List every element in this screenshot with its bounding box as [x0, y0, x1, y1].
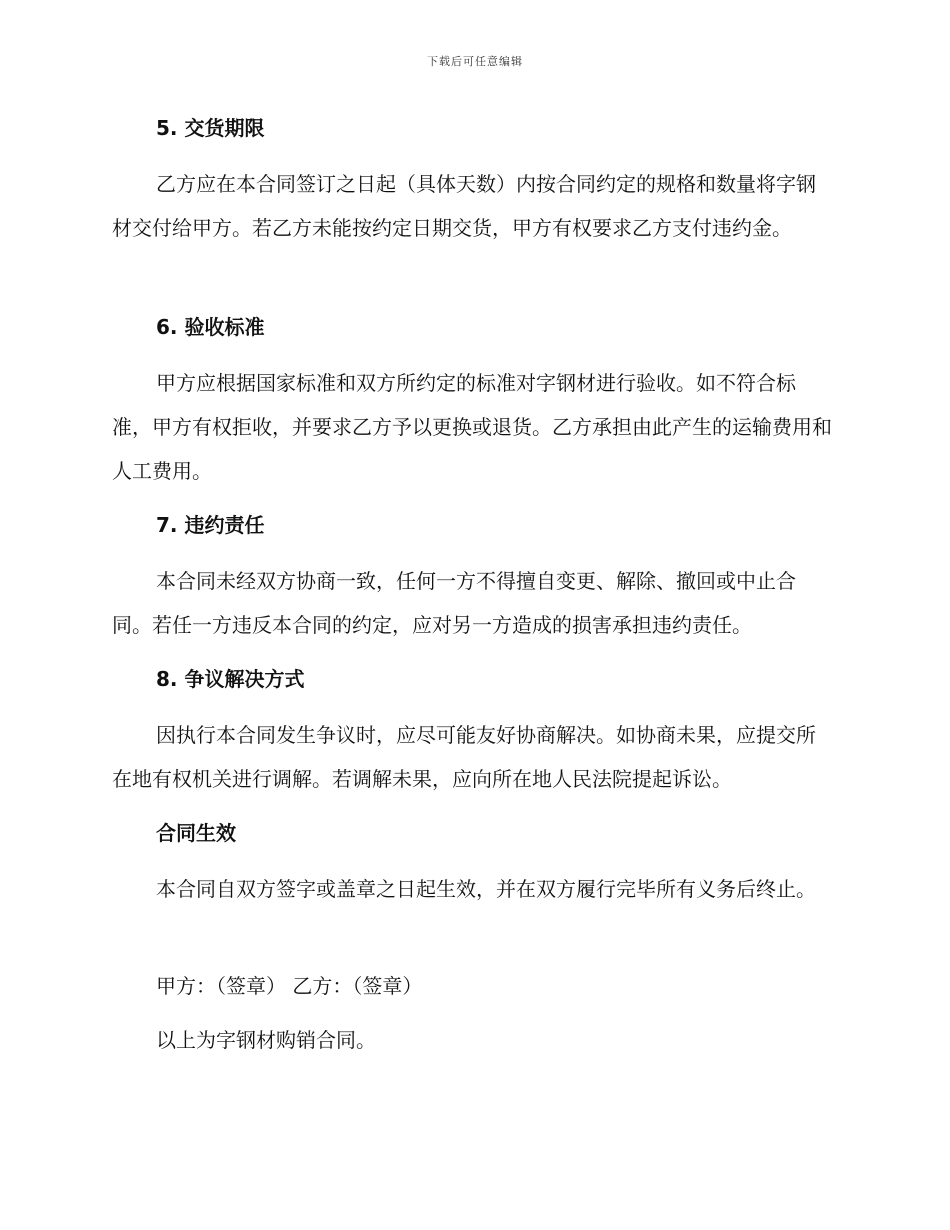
section-body-liability: 本合同未经双方协商一致，任何一方不得擅自变更、解除、撤回或中止合同。若任一方违反本合同的约定，应对另一方造成的损害承担违约责任。 [112, 569, 796, 637]
closing-line: 以上为字钢材购销合同。 [156, 1028, 376, 1052]
section-heading-liability: 7. 违约责任 [156, 513, 265, 537]
section-heading-dispute: 8. 争议解决方式 [156, 667, 305, 691]
section-body-delivery: 乙方应在本合同签订之日起（具体天数）内按合同约定的规格和数量将字钢材交付给甲方。若乙方未能按约定日期交货，甲方有权要求乙方支付违约金。 [112, 172, 816, 240]
section-body-acceptance: 甲方应根据国家标准和双方所约定的标准对字钢材进行验收。如不符合标准，甲方有权拒收，并要求乙方予以更换或退货。乙方承担由此产生的运输费用和人工费用。 [112, 371, 832, 483]
section-heading-effect: 合同生效 [156, 821, 236, 845]
page-header: 下载后可任意编辑 [427, 55, 523, 68]
section-body-dispute: 因执行本合同发生争议时，应尽可能友好协商解决。如协商未果，应提交所在地有权机关进行调解。若调解未果，应向所在地人民法院提起诉讼。 [112, 723, 816, 791]
section-body-effect: 本合同自双方签字或盖章之日起生效，并在双方履行完毕所有义务后终止。 [156, 877, 816, 901]
signature-line: 甲方：（签章） 乙方：（签章） [156, 974, 423, 998]
section-heading-delivery: 5. 交货期限 [156, 116, 265, 140]
section-heading-acceptance: 6. 验收标准 [156, 315, 265, 339]
